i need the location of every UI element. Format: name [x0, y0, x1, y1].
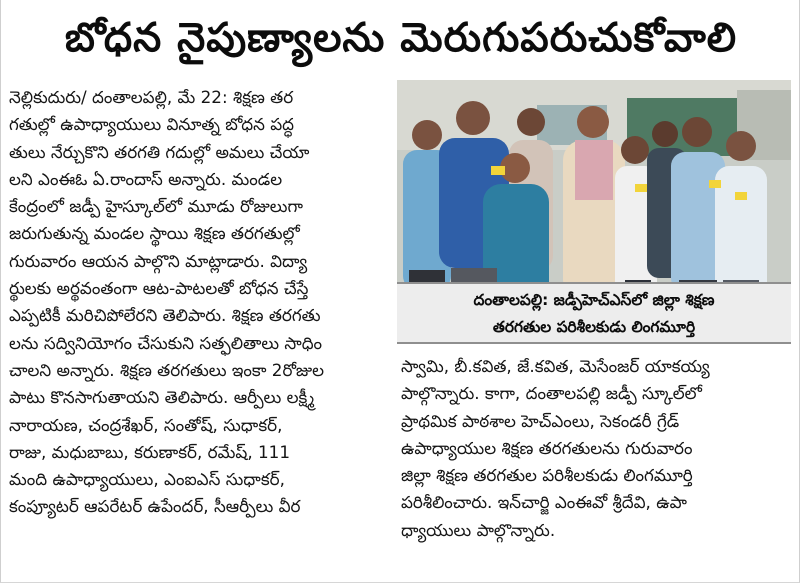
- caption-line: దంతాలపల్లి: జడ్పీహెచ్ఎస్‌లో జిల్లా శిక్షణ: [473, 291, 715, 309]
- body-line: ఉపాధ్యాయుల శిక్షణ తరగతులను గురువారం: [401, 437, 693, 458]
- body-line: ఎప్పటికీ మరిచిపోలేరని తెలిపారు. శిక్షణ తరగతు: [9, 305, 321, 326]
- body-line: చాలని అన్నారు. శిక్షణ తరగతులు ఇంకా 2రోజుల: [9, 359, 325, 380]
- body-line: పాల్గొన్నారు. కాగా, దంతాలపల్లి జడ్పీ స్కూల్‌లో: [401, 383, 702, 404]
- body-line: పరిశీలించారు. ఇన్‌చార్జి ఎంఈవో శ్రీదేవి, ఉపా: [401, 492, 687, 513]
- body-line: జిల్లా శిక్షణ తరగతుల పరిశీలకుడు లింగమూర్తి: [401, 465, 693, 486]
- body-line: నారాయణ, చంద్రశేఖర్, సంతోష్, సుధాకర్,: [9, 414, 283, 435]
- body-line: గతుల్లో ఉపాధ్యాయులు వినూత్న బోధన పద్ధ: [9, 114, 294, 135]
- body-line: జరుగుతున్న మండల స్థాయి శిక్షణ తరగతుల్లో: [9, 223, 300, 244]
- body-line: స్వామి, బీ.కవిత, జే.కవిత, మెసేంజర్ యాకయ్య: [401, 356, 710, 376]
- article-body-right-column: [401, 353, 791, 544]
- article-body-left-column: [9, 84, 387, 521]
- body-line: ర్థులకు అర్థవంతంగా ఆట-పాటలతో బోధన చేస్తే: [9, 278, 309, 299]
- body-line: ప్రాథమిక పాఠశాల హెచ్ఎంలు, సెకండరీ గ్రేడ్: [401, 410, 680, 431]
- body-line: మంది ఉపాధ్యాయులు, ఎంఐఎస్ సుధాకర్,: [9, 469, 285, 490]
- body-line: తులు నేర్చుకొని తరగతి గదుల్లో అమలు చేయా: [9, 141, 310, 162]
- article-headline: బోధన నైపుణ్యాలను మెరుగుపరుచుకోవాలి: [64, 15, 738, 61]
- photo-caption: [397, 282, 791, 344]
- caption-line: తరగతుల పరిశీలకుడు లింగమూర్తి: [492, 318, 696, 336]
- body-line: కేంద్రంలో జడ్పీ హైస్కూల్‌లో మూడు రోజులుగా: [9, 196, 303, 217]
- body-line: పాటు కొనసాగుతాయని తెలిపారు. ఆర్పీలు లక్ష్మీ: [9, 387, 315, 408]
- body-line: లను సద్వినియోగం చేసుకుని సత్ఫలితాలు సాధిం: [9, 332, 323, 353]
- body-line: గురువారం ఆయన పాల్గొని మాట్లాడారు. విద్యా: [9, 250, 308, 271]
- body-line: లని ఎంఈఓ ఏ.రాందాస్ అన్నారు. మండల: [9, 168, 283, 189]
- body-line: ధ్యాయులు పాల్గొన్నారు.: [401, 519, 556, 540]
- body-line: రాజు, మధుబాబు, కరుణాకర్, రమేష్, 111: [9, 441, 291, 462]
- body-line: నెల్లికుదురు/ దంతాలపల్లి, మే 22: శిక్షణ తర: [9, 87, 294, 107]
- body-line: కంప్యూటర్ ఆపరేటర్ ఉపేందర్, సీఆర్పీలు వీర: [9, 496, 301, 517]
